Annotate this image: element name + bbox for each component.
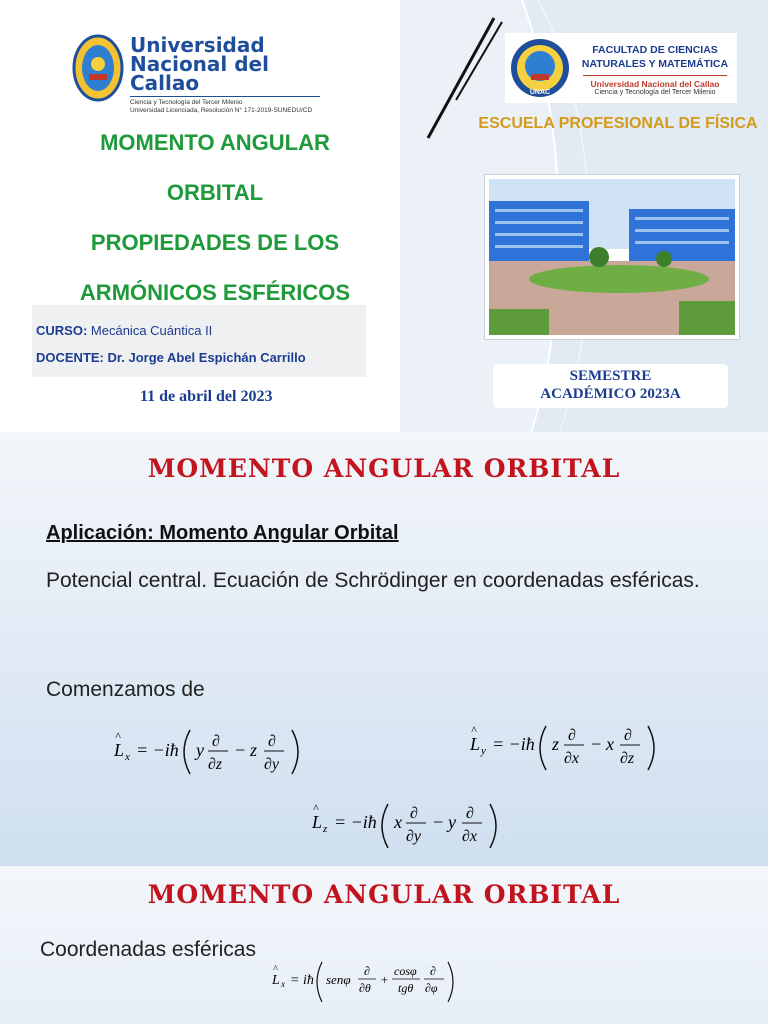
- faculty-tagline: Ciencia y Tecnología del Tercer Milenio: [594, 89, 716, 96]
- svg-text:∂: ∂: [568, 727, 576, 744]
- svg-text:^: ^: [471, 723, 477, 737]
- equation-lx: [112, 724, 312, 783]
- course-line: [36, 317, 366, 344]
- title-line-1: MOMENTO ANGULAR: [100, 130, 330, 155]
- campus-image: [489, 179, 735, 335]
- svg-text:∂y: ∂y: [406, 828, 422, 845]
- faculty-university: Universidad Nacional del Callao: [590, 79, 720, 89]
- svg-text:= iħ: = iħ: [290, 973, 314, 988]
- svg-text:^: ^: [115, 729, 121, 743]
- course-value: Mecánica Cuántica II: [90, 323, 213, 338]
- svg-text:x: x: [281, 979, 285, 989]
- university-name-line2: Nacional del Callao: [130, 52, 269, 95]
- svg-text:z: z: [552, 734, 560, 754]
- svg-text:∂φ: ∂φ: [425, 981, 438, 995]
- svg-text:y: y: [448, 812, 456, 832]
- svg-text:∂: ∂: [212, 733, 220, 750]
- svg-text:−: −: [234, 740, 247, 760]
- brand-divider: [130, 96, 320, 97]
- svg-text:^: ^: [273, 964, 278, 975]
- intro-paragraph: Potencial central. Ecuación de Schrödinger en coordenadas esféricas.: [46, 569, 700, 592]
- cover-slide: [0, 0, 768, 432]
- svg-text:L: L: [272, 973, 280, 988]
- title-line-2: ORBITAL: [166, 180, 264, 205]
- svg-text:∂y: ∂y: [264, 756, 280, 773]
- svg-text:∂x: ∂x: [462, 828, 478, 845]
- svg-text:∂: ∂: [430, 964, 436, 978]
- slide-heading: MOMENTO ANGULAR ORBITAL: [147, 454, 621, 483]
- cover-title: [30, 118, 400, 318]
- svg-text:= −iħ: = −iħ: [492, 734, 535, 754]
- title-line-3: PROPIEDADES DE LOS: [90, 230, 340, 255]
- university-brand: [130, 33, 340, 115]
- svg-text:tgθ: tgθ: [398, 981, 414, 995]
- svg-text:−: −: [590, 734, 603, 754]
- start-text: Comenzamos de: [46, 678, 205, 701]
- teacher-value: Dr. Jorge Abel Espichán Carrillo: [107, 350, 306, 365]
- svg-text:∂z: ∂z: [620, 750, 635, 767]
- svg-text:∂z: ∂z: [208, 756, 223, 773]
- svg-text:x: x: [606, 734, 614, 754]
- spherical-coordinates-slide: [0, 866, 768, 1024]
- svg-text:∂: ∂: [624, 727, 632, 744]
- svg-text:∂: ∂: [466, 805, 474, 822]
- orbital-angular-momentum-slide: [0, 432, 768, 866]
- svg-text:L: L: [114, 740, 125, 760]
- equation-lz: [310, 802, 510, 861]
- teacher-line: [36, 344, 366, 371]
- faculty-banner: [505, 33, 737, 103]
- svg-text:L: L: [470, 734, 481, 754]
- svg-text:z: z: [323, 823, 328, 835]
- svg-text:y: y: [196, 740, 204, 760]
- svg-text:+: +: [380, 972, 389, 987]
- university-tagline: Ciencia y Tecnología del Tercer Milenio: [130, 99, 243, 106]
- equation-lx-spherical: [270, 960, 470, 1015]
- svg-text:x: x: [394, 812, 402, 832]
- application-heading: Aplicación: Momento Angular Orbital: [46, 522, 399, 544]
- faculty-title: FACULTAD DE CIENCIAS NATURALES Y MATEMÁTICA: [581, 44, 729, 70]
- svg-text:−: −: [432, 812, 445, 832]
- svg-text:L: L: [312, 812, 323, 832]
- svg-text:∂θ: ∂θ: [359, 981, 371, 995]
- presentation-date: 11 de abril del 2023: [140, 388, 273, 405]
- svg-text:∂: ∂: [268, 733, 276, 750]
- title-line-4: ARMÓNICOS ESFÉRICOS: [79, 280, 351, 305]
- svg-text:senφ: senφ: [326, 972, 351, 987]
- unac-logo-icon: [72, 34, 124, 102]
- svg-text:= −iħ: = −iħ: [136, 740, 179, 760]
- course-label: CURSO:: [36, 323, 88, 338]
- faculty-divider: [583, 75, 727, 76]
- faculty-logo-icon: [509, 36, 571, 100]
- svg-text:∂: ∂: [364, 964, 370, 978]
- svg-text:∂: ∂: [410, 805, 418, 822]
- spherical-coordinates-label: Coordenadas esféricas: [40, 938, 256, 961]
- campus-photo: [484, 174, 740, 340]
- semester-badge: [493, 364, 728, 408]
- svg-text:y: y: [481, 745, 486, 757]
- semester-line1: SEMESTRE: [569, 368, 652, 384]
- teacher-label: DOCENTE:: [36, 350, 104, 365]
- course-info-box: [32, 305, 366, 377]
- faculty-logo-text: UNAC: [529, 89, 551, 96]
- equation-ly: [468, 724, 668, 783]
- svg-text:cosφ: cosφ: [394, 964, 417, 978]
- semester-line2: ACADÉMICO 2023A: [540, 386, 681, 402]
- slide-heading: MOMENTO ANGULAR ORBITAL: [147, 880, 621, 909]
- university-name-line1: Universidad: [130, 33, 265, 57]
- school-name: ESCUELA PROFESIONAL DE FÍSICA: [478, 115, 758, 132]
- svg-text:^: ^: [313, 801, 319, 815]
- svg-text:x: x: [125, 751, 130, 763]
- svg-text:∂x: ∂x: [564, 750, 580, 767]
- university-resolution: Universidad Licenciada, Resolución N° 171-2019-SUNEDU/CD: [130, 107, 313, 114]
- svg-text:z: z: [250, 740, 258, 760]
- svg-text:= −iħ: = −iħ: [334, 812, 377, 832]
